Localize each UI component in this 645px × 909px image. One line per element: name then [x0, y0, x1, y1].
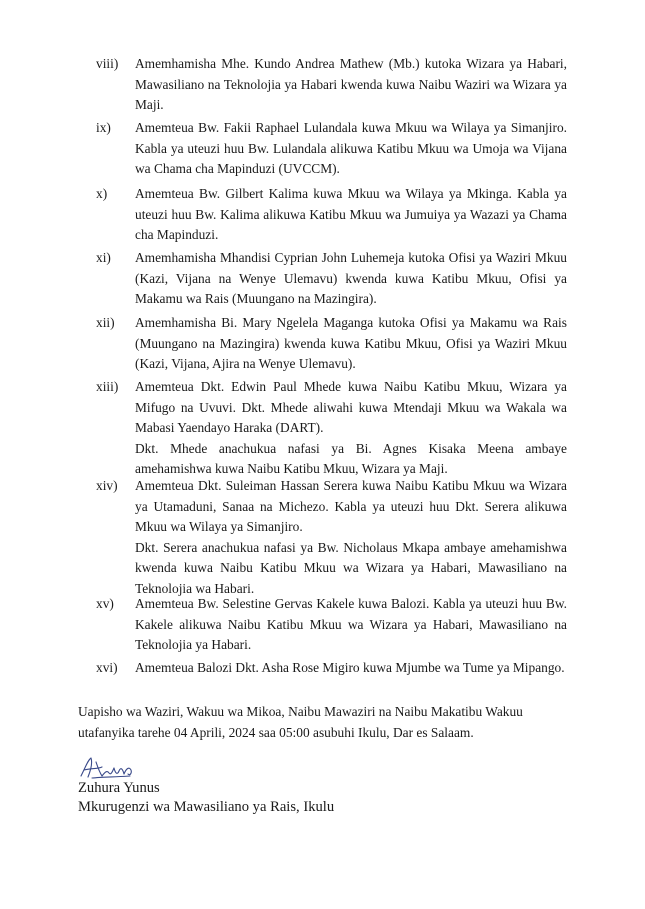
closing-paragraph: [78, 702, 567, 743]
item-number: xi): [96, 250, 111, 265]
closing-text: Uapisho wa Waziri, Wakuu wa Mikoa, Naibu Mawaziri na Naibu Makatibu Wakuu utafanyika tarehe 04 Aprili, 2024 saa 05:00 asubuhi Ikulu, Dar es Salaam.: [78, 704, 523, 740]
item-paragraph: Amemteua Dkt. Edwin Paul Mhede kuwa Naibu Katibu Mkuu, Wizara ya Mifugo na Uvuvi. Dkt. Mhede aliwahi kuwa Mtendaji Mkuu wa Wakala wa Mabasi Yaendayo Haraka (DART).: [135, 379, 567, 436]
item-paragraph: Dkt. Serera anachukua nafasi ya Bw. Nicholaus Mkapa ambaye amehamishwa kwenda kuwa Naibu Katibu Mkuu wa Wizara ya Habari, Mawasiliano na Teknolojia wa Habari.: [135, 539, 567, 596]
item-text: [135, 377, 567, 480]
item-paragraph: Amemteua Bw. Gilbert Kalima kuwa Mkuu wa Wilaya ya Mkinga. Kabla ya uteuzi huu Bw. Kalima alikuwa Katibu Mkuu wa Jumuiya ya Wazazi ya Chama cha Mapinduzi.: [135, 186, 567, 243]
item-paragraph: Amemteua Dkt. Suleiman Hassan Serera kuwa Naibu Katibu Mkuu wa Wizara ya Utamaduni, Sanaa na Michezo. Kabla ya uteuzi huu Dkt. Serera alikuwa Mkuu wa Wilaya ya Simanjiro.: [135, 478, 567, 535]
item-paragraph: Amemhamisha Mhe. Kundo Andrea Mathew (Mb.) kutoka Wizara ya Habari, Mawasiliano na Teknolojia ya Habari kwenda kuwa Naibu Waziri wa Wizara ya Maji.: [135, 56, 567, 113]
item-paragraph: Amemteua Balozi Dkt. Asha Rose Migiro kuwa Mjumbe wa Tume ya Mipango.: [135, 660, 565, 675]
item-number: xiv): [96, 478, 118, 493]
signatory-title: Mkurugenzi wa Mawasiliano ya Rais, Ikulu: [78, 799, 335, 815]
item-paragraph: Amemteua Bw. Selestine Gervas Kakele kuwa Balozi. Kabla ya uteuzi huu Bw. Kakele alikuwa Naibu Katibu Mkuu wa Wizara ya Habari, Mawasiliano na Teknolojia ya Habari.: [135, 596, 567, 653]
item-paragraph: Amemhamisha Bi. Mary Ngelela Maganga kutoka Ofisi ya Makamu wa Rais (Muungano na Mazingira) kwenda kuwa Katibu Mkuu, Ofisi ya Waziri Mkuu (Kazi, Vijana, Ajira na Wenye Ulemavu).: [135, 315, 567, 372]
item-number: xv): [96, 596, 114, 611]
item-text: [135, 594, 567, 656]
item-number: xiii): [96, 379, 119, 394]
item-paragraph: Amemhamisha Mhandisi Cyprian John Luhemeja kutoka Ofisi ya Waziri Mkuu (Kazi, Vijana na Wenye Ulemavu) kwenda kuwa Katibu Mkuu, Ofisi ya Makamu wa Rais (Muungano na Mazingira).: [135, 250, 567, 307]
item-text: [135, 54, 567, 116]
signatory-name: Zuhura Yunus: [78, 780, 160, 796]
item-paragraph: Amemteua Bw. Fakii Raphael Lulandala kuwa Mkuu wa Wilaya ya Simanjiro. Kabla ya uteuzi huu Bw. Lulandala alikuwa Katibu Mkuu wa Umoja wa Vijana wa Chama cha Mapinduzi (UVCCM).: [135, 120, 567, 177]
item-number: xvi): [96, 660, 118, 675]
item-text: [135, 184, 567, 246]
item-number: viii): [96, 56, 119, 71]
item-text: [135, 658, 567, 679]
item-text: [135, 476, 567, 600]
item-number: x): [96, 186, 108, 201]
item-number: xii): [96, 315, 115, 330]
item-text: [135, 313, 567, 375]
item-text: [135, 118, 567, 180]
item-paragraph: Dkt. Mhede anachukua nafasi ya Bi. Agnes Kisaka Meena ambaye amehamishwa kuwa Naibu Katibu Mkuu, Wizara ya Maji.: [135, 440, 567, 477]
item-number: ix): [96, 120, 111, 135]
item-text: [135, 248, 567, 310]
